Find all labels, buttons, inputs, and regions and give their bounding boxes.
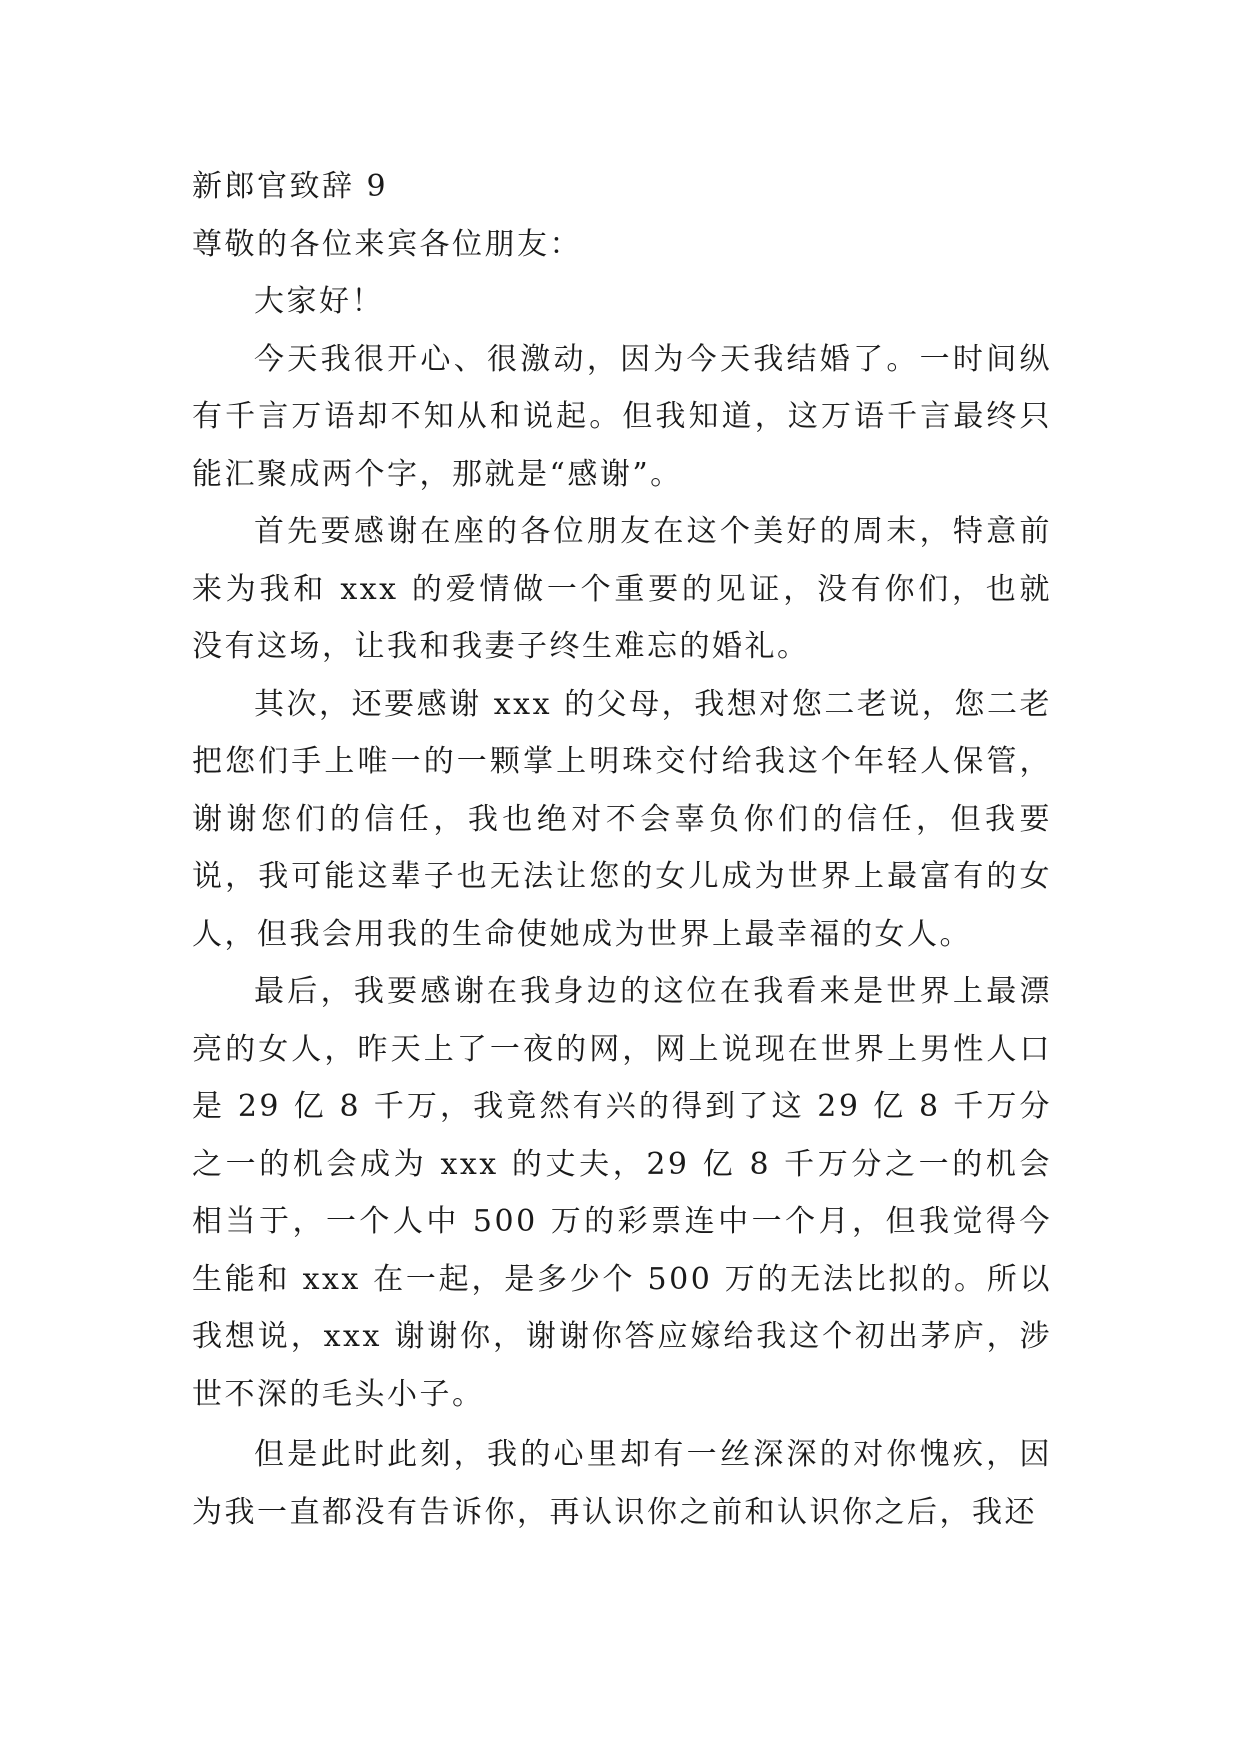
paragraph-confession: 但是此时此刻，我的心里却有一丝深深的对你愧疚，因为我一直都没有告诉你，再认识你之前和认识你之后，我还 <box>192 1437 1052 1530</box>
paragraph-thanks-bride: 最后，我要感谢在我身边的这位在我看来是世界上最漂亮的女人，昨天上了一夜的网，网上说现在世界上男性人口是 29 亿 8 千万，我竟然有兴的得到了这 29 亿 8 千万分之一的机会成为 xxx 的丈夫，29 亿 8 千万分之一的机会相当于，一个人中 500 万的彩票连中一个月，但我觉得今生能和 xxx 在一起，是多少个 500 万的无法比拟的。所以我想说，xxx 谢谢你，谢谢你答应嫁给我这个初出茅庐，涉世不深的毛头小子。 <box>192 974 1052 1412</box>
document-body <box>192 158 1052 1541</box>
paragraph-greeting: 大家好！ <box>254 284 384 319</box>
salutation: 尊敬的各位来宾各位朋友： <box>192 226 582 262</box>
paragraph-thanks-friends: 首先要感谢在座的各位朋友在这个美好的周末，特意前来为我和 xxx 的爱情做一个重要的见证，没有你们，也就没有这场，让我和我妻子终生难忘的婚礼。 <box>192 514 1052 664</box>
document-title: 新郎官致辞 9 <box>192 169 389 204</box>
paragraph-opening: 今天我很开心、很激动，因为今天我结婚了。一时间纵有千言万语却不知从和说起。但我知道，这万语千言最终只能汇聚成两个字，那就是“感谢”。 <box>192 341 1052 492</box>
paragraph-thanks-parents: 其次，还要感谢 xxx 的父母，我想对您二老说，您二老把您们手上唯一的一颗掌上明珠交付给我这个年轻人保管，谢谢您们的信任，我也绝对不会辜负你们的信任，但我要说，我可能这辈子也无法让您的女儿成为世界上最富有的女人，但我会用我的生命使她成为世界上最幸福的女人。 <box>192 686 1052 952</box>
